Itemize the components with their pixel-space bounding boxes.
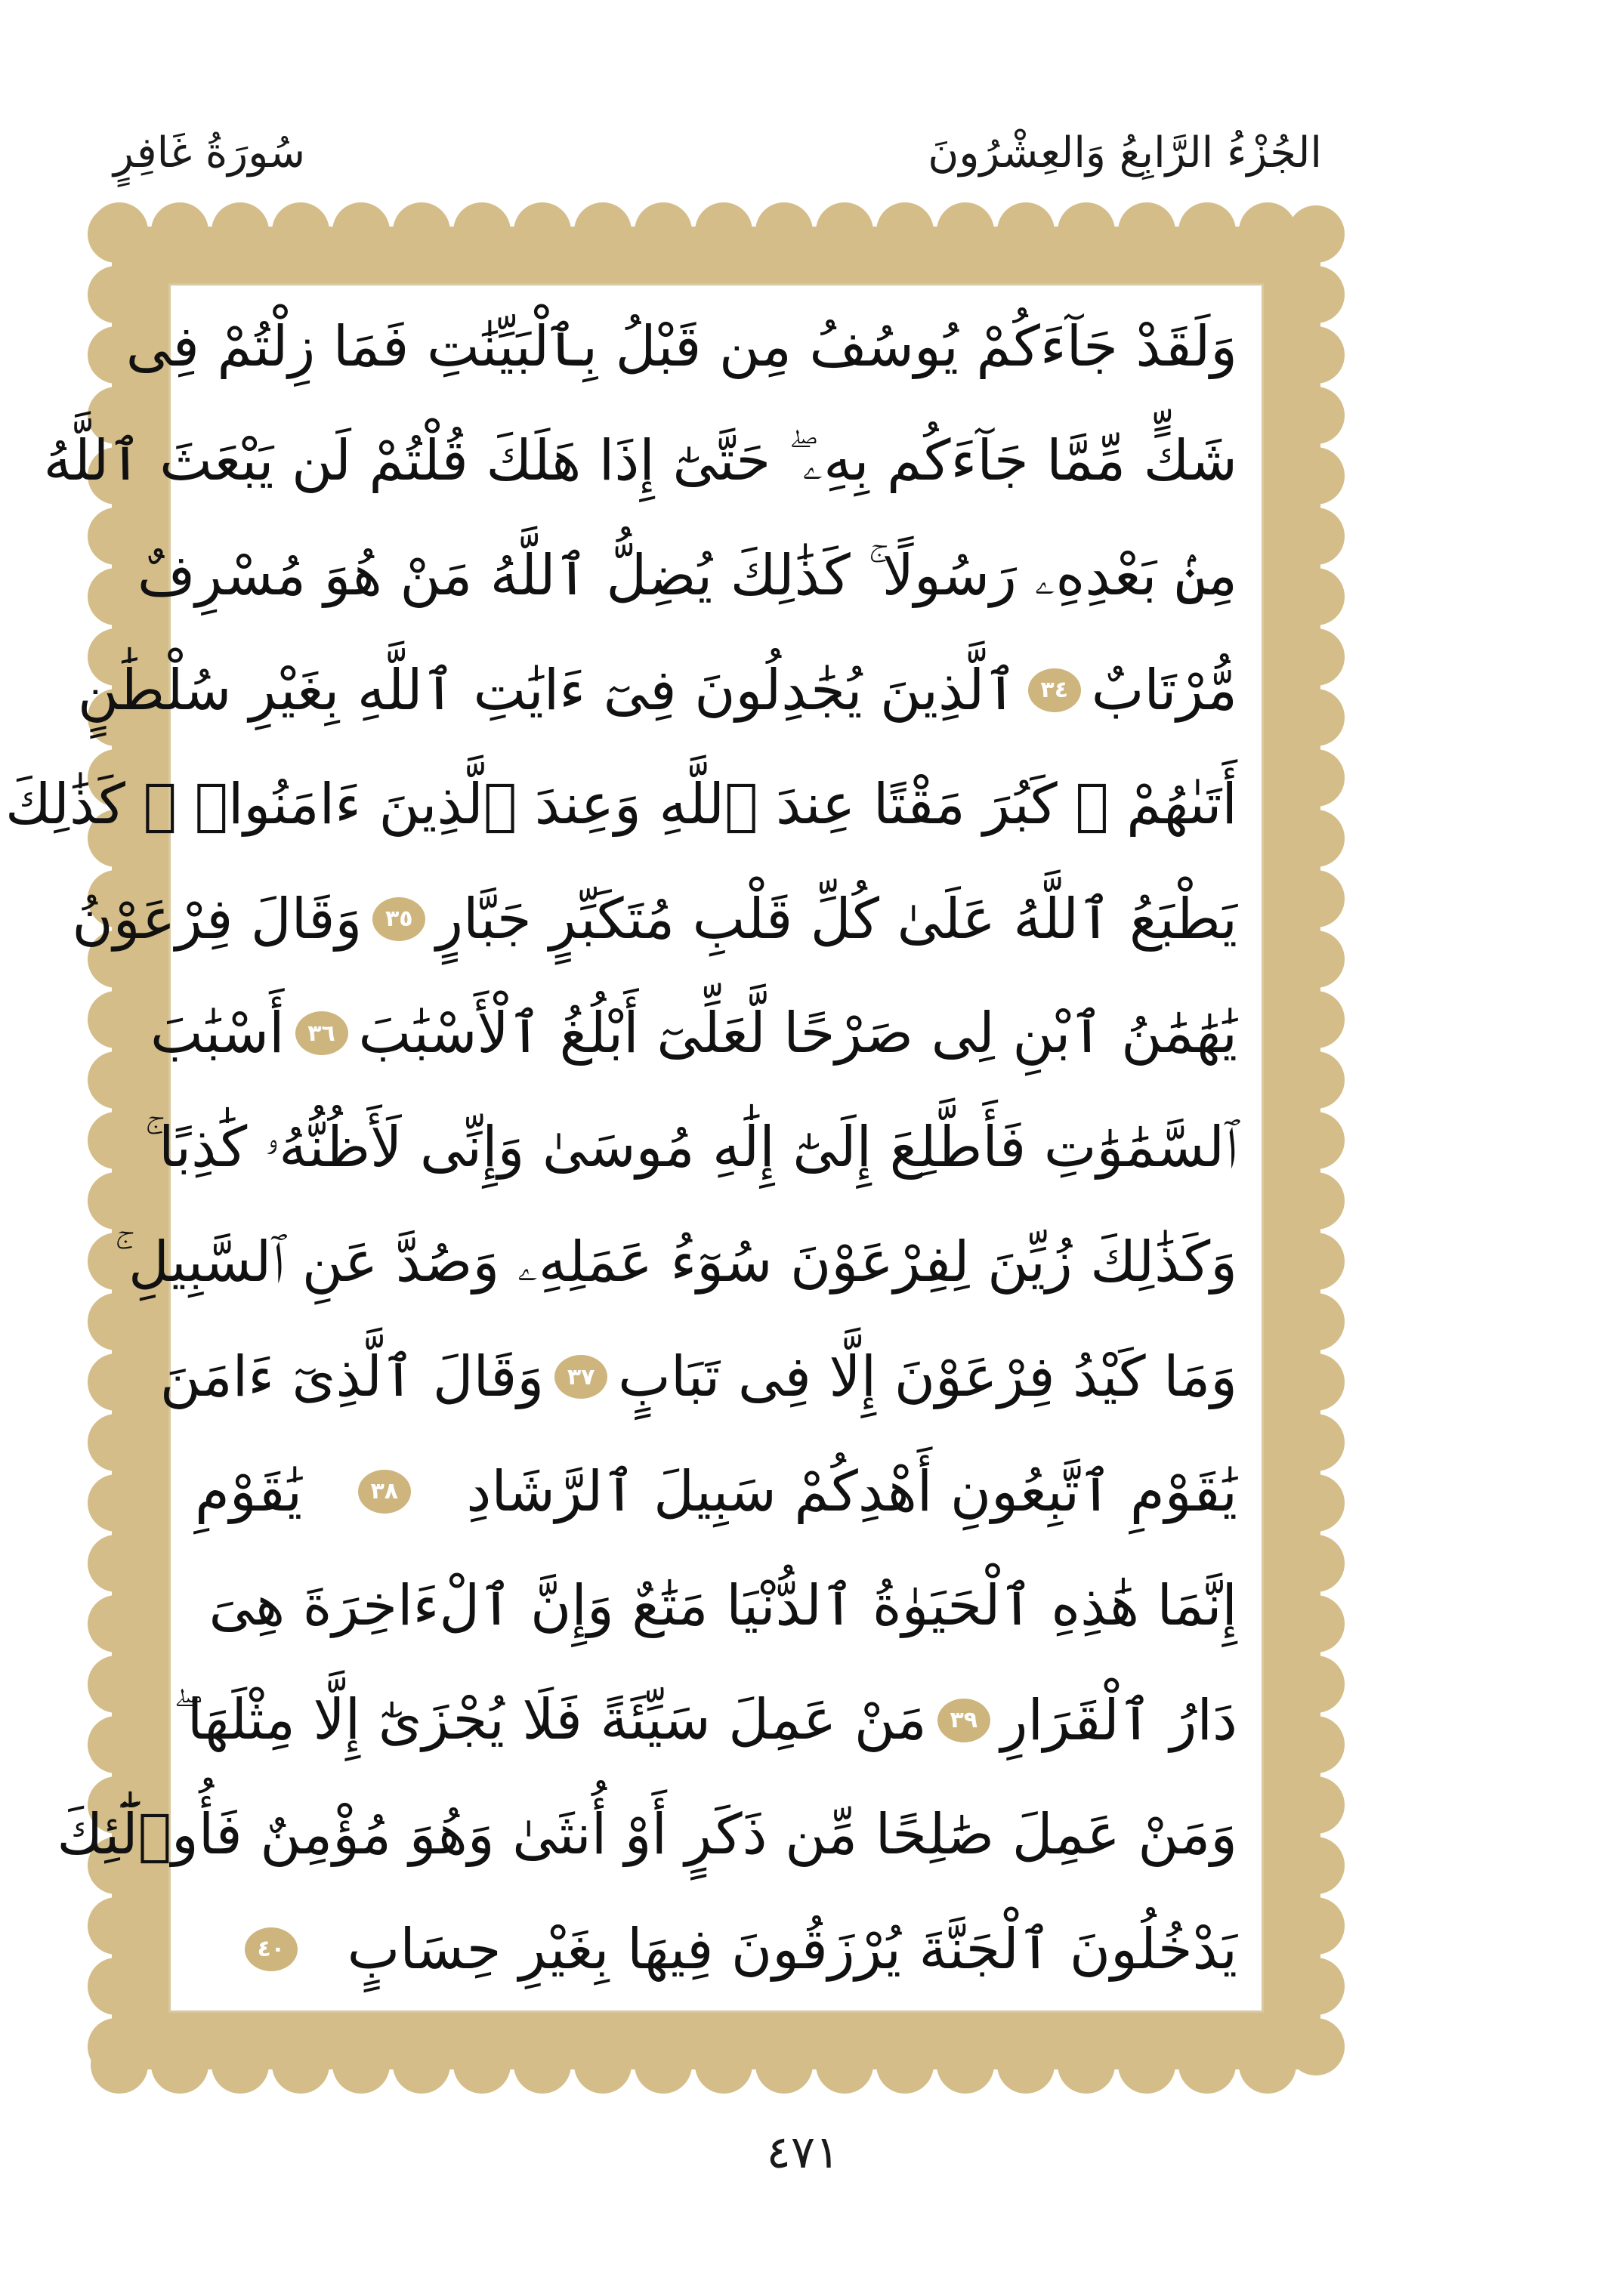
verse-line — [125, 291, 1237, 403]
verse-text: يَٰقَوْمِ ٱتَّبِعُونِ أَهْدِكُمْ سَبِيلَ ٱلرَّشَادِ — [466, 1458, 1237, 1524]
ayah-number-marker: ٣٤ — [1028, 668, 1081, 712]
verse-text: مَنْ عَمِلَ سَيِّئَةً فَلَا يُجْزَىٰٓ إِلَّا مِثْلَهَا ۖ — [173, 1687, 927, 1753]
verse-text: وَمَنْ عَمِلَ صَٰلِحًا مِّن ذَكَرٍ أَوْ أُنثَىٰ وَهُوَ مُؤْمِنٌ فَأُو۟لَٰٓئِكَ — [57, 1802, 1237, 1868]
verse-text: وَمَا كَيْدُ فِرْعَوْنَ إِلَّا فِى تَبَابٍ — [618, 1344, 1237, 1410]
verse-text: وَقَالَ فِرْعَوْنُ — [72, 886, 363, 952]
ayah-number-marker: ٣٧ — [554, 1355, 607, 1399]
verse-line — [5, 748, 1237, 860]
verse-text: ٱلسَّمَٰوَٰتِ فَأَطَّلِعَ إِلَىٰٓ إِلَٰهِ مُوسَىٰ وَإِنِّى لَأَظُنُّهُۥ كَٰذِبًا ۚ — [144, 1115, 1237, 1180]
ayah-number-marker: ٣٩ — [937, 1699, 990, 1742]
verse-text: أَسْبَٰبَ — [150, 1001, 285, 1066]
verse-text: يَطْبَعُ ٱللَّهُ عَلَىٰ كُلِّ قَلْبِ مُتَكَبِّرٍ جَبَّارٍ — [436, 886, 1237, 952]
verse-text: وَقَالَ ٱلَّذِىٓ ءَامَنَ — [159, 1344, 545, 1410]
verse-line — [144, 1092, 1237, 1204]
surah-title: سُورَةُ غَافِرٍ — [113, 128, 306, 177]
verse-text: ٱلَّذِينَ يُجَٰدِلُونَ فِىٓ ءَايَٰتِ ٱللَّهِ بِغَيْرِ سُلْطَٰنٍ — [77, 657, 1018, 723]
page-header — [113, 113, 1322, 189]
verse-text: إِنَّمَا هَٰذِهِ ٱلْحَيَوٰةُ ٱلدُّنْيَا مَتَٰعٌ وَإِنَّ ٱلْءَاخِرَةَ هِىَ — [208, 1573, 1237, 1639]
verse-line — [195, 1893, 1237, 2005]
ayah-number-marker: ٣٦ — [295, 1011, 348, 1055]
verse-line — [195, 1550, 1237, 1662]
verse-line — [159, 1321, 1237, 1433]
verse-text: يَٰقَوْمِ — [195, 1458, 303, 1524]
verse-line — [114, 1207, 1237, 1319]
verse-line — [77, 634, 1237, 746]
text-panel — [5, 283, 1264, 2013]
verse-line — [137, 520, 1237, 631]
verse-text: مِنۢ بَعْدِهِۦ رَسُولًا ۚ كَذَٰلِكَ يُضِلُّ ٱللَّهُ مَنْ هُوَ مُسْرِفٌ — [137, 542, 1237, 608]
ayah-number-marker: ٤٠ — [245, 1927, 298, 1971]
verse-text: دَارُ ٱلْقَرَارِ — [1000, 1687, 1237, 1753]
ornamental-frame — [5, 204, 1343, 2092]
verse-text: شَكٍّ مِّمَّا جَآءَكُم بِهِۦ ۖ حَتَّىٰٓ إِذَا هَلَكَ قُلْتُمْ لَن يَبْعَثَ ٱللَّهُ — [43, 428, 1237, 494]
verse-text: يَدْخُلُونَ ٱلْجَنَّةَ يُرْزَقُونَ فِيهَا بِغَيْرِ حِسَابٍ — [347, 1916, 1237, 1982]
juz-title: الجُزْءُ الرَّابِعُ وَالعِشْرُونَ — [928, 128, 1322, 177]
verse-text: وَكَذَٰلِكَ زُيِّنَ لِفِرْعَوْنَ سُوٓءُ عَمَلِهِۦ وَصُدَّ عَنِ ٱلسَّبِيلِ ۚ — [114, 1230, 1237, 1295]
verse-line — [195, 1436, 1237, 1548]
ayah-number-marker: ٣٥ — [372, 897, 425, 941]
verse-line — [43, 406, 1237, 517]
verse-text: مُّرْتَابٌ — [1091, 657, 1237, 723]
verse-lines — [5, 291, 1237, 2005]
verse-line — [150, 977, 1237, 1089]
verse-line — [173, 1665, 1237, 1776]
verse-line — [57, 1779, 1237, 1890]
verse-text: أَتَىٰهُمْ ۖ كَبُرَ مَقْتًا عِندَ ٱللَّهِ وَعِندَ ٱلَّذِينَ ءَامَنُوا۟ ۚ كَذَٰلِكَ — [5, 772, 1237, 838]
ayah-number-marker: ٣٨ — [358, 1470, 411, 1514]
verse-line — [72, 863, 1237, 975]
verse-text: وَلَقَدْ جَآءَكُمْ يُوسُفُ مِن قَبْلُ بِٱلْبَيِّنَٰتِ فَمَا زِلْتُمْ فِى — [125, 314, 1237, 379]
page-number: ٤٧١ — [766, 2126, 840, 2179]
verse-text: يَٰهَٰمَٰنُ ٱبْنِ لِى صَرْحًا لَّعَلِّىٓ أَبْلُغُ ٱلْأَسْبَٰبَ — [358, 1001, 1237, 1066]
